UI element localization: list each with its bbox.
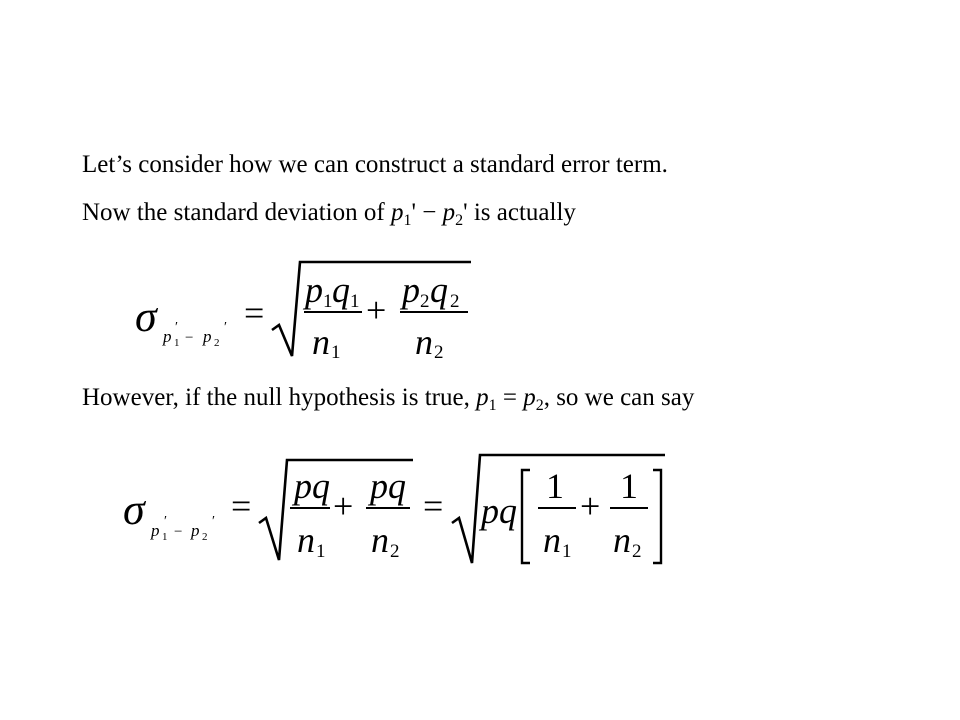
denominator-n1-sub: 1	[316, 541, 326, 562]
sigma-subscript-prime2: ′	[212, 514, 216, 529]
prime-mark: '	[463, 199, 468, 226]
numerator-q2: q	[430, 270, 448, 310]
denominator-n2: n	[371, 520, 389, 560]
numerator-pq-1: pq	[294, 466, 330, 506]
sigma-subscript-minus: −	[185, 330, 194, 346]
numerator-one-1: 1	[546, 466, 564, 506]
sigma-subscript-2: 2	[202, 531, 208, 543]
plus-sign-1: +	[333, 486, 354, 526]
sigma-subscript-p1: p	[151, 521, 160, 540]
equals-sign: =	[496, 384, 524, 411]
sigma-symbol: σ	[135, 292, 157, 341]
sigma-subscript-p2: p	[191, 521, 200, 540]
p2-variable: $p_2$	[523, 384, 544, 414]
line3-suffix: , so we can say	[543, 384, 695, 411]
pq-factor: pq	[481, 491, 517, 531]
numerator-q1: q	[332, 270, 350, 310]
sigma-subscript-prime1: ′	[164, 514, 168, 529]
line3-prefix: However, if the null hypothesis is true,	[82, 384, 477, 411]
denominator-n1: n	[312, 322, 330, 362]
p1-variable: $p_1$	[476, 384, 497, 414]
equals-sign-1: =	[231, 486, 252, 526]
p1-variable: $p_1$	[390, 199, 412, 229]
denominator-n2-inner: n	[613, 520, 631, 560]
prime-mark: '	[411, 199, 416, 226]
numerator-q1-sub: 1	[350, 291, 360, 312]
sigma-subscript-2: 2	[214, 337, 220, 349]
numerator-q2-sub: 2	[450, 291, 460, 312]
p2-variable: $p_2$	[442, 199, 464, 229]
denominator-n2: n	[415, 322, 433, 362]
denominator-n2-sub: 2	[390, 541, 400, 562]
denominator-n1: n	[297, 520, 315, 560]
sigma-subscript-p1: p	[163, 327, 172, 346]
numerator-p1-sub: 1	[323, 291, 333, 312]
sigma-symbol: σ	[123, 485, 145, 534]
right-bracket	[653, 470, 661, 563]
sigma-subscript-p2: p	[203, 327, 212, 346]
minus-sign: −	[415, 199, 443, 226]
line2-prefix: Now the standard deviation of	[82, 199, 391, 226]
numerator-p1: p	[305, 270, 323, 310]
numerator-pq-2: pq	[370, 466, 406, 506]
numerator-p2-sub: 2	[420, 291, 430, 312]
line2-suffix: is actually	[467, 199, 576, 226]
denominator-n1-inner: n	[543, 520, 561, 560]
sigma-subscript-prime1: ′	[175, 320, 179, 335]
plus-sign-2: +	[580, 486, 601, 526]
equals-sign: =	[244, 293, 265, 333]
sigma-subscript-1: 1	[174, 337, 180, 349]
left-bracket	[522, 470, 530, 563]
sigma-subscript-minus: −	[174, 524, 183, 540]
denominator-n2-inner-sub: 2	[632, 541, 642, 562]
denominator-n2-sub: 2	[434, 342, 444, 363]
numerator-p2: p	[402, 270, 420, 310]
plus-sign: +	[366, 290, 387, 330]
equals-sign-2: =	[423, 486, 444, 526]
denominator-n1-sub: 1	[331, 342, 341, 363]
numerator-one-2: 1	[620, 466, 638, 506]
denominator-n1-inner-sub: 1	[562, 541, 572, 562]
sigma-subscript-1: 1	[162, 531, 168, 543]
intro-sentence: Let’s consider how we can construct a standard error term.	[82, 151, 668, 178]
sigma-subscript-prime2: ′	[224, 320, 228, 335]
